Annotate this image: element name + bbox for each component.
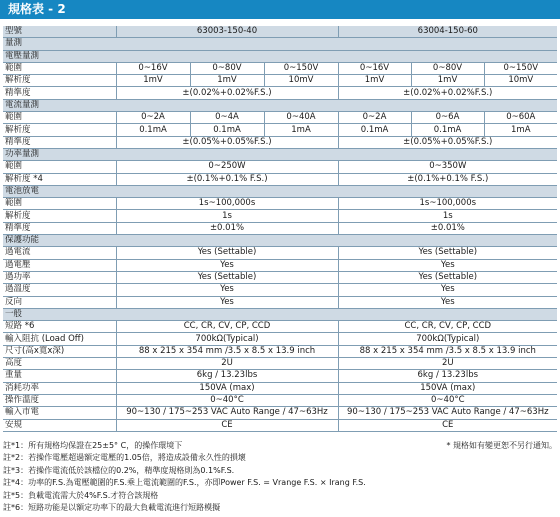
- spec-row: [3, 75, 557, 87]
- spec-row: [3, 136, 557, 148]
- spec-label: 輸入阻抗 (Load Off): [3, 333, 116, 345]
- spec-value: 150VA (max): [116, 382, 338, 394]
- spec-value: 0~80V: [190, 62, 264, 74]
- spec-row: [3, 161, 557, 173]
- spec-value: Yes (Settable): [338, 271, 557, 283]
- spec-value: 0~150V: [484, 62, 557, 74]
- spec-value: Yes: [116, 296, 338, 308]
- spec-label: 過溫度: [3, 284, 116, 296]
- spec-label: 短路 *6: [3, 321, 116, 333]
- spec-value: 700kΩ(Typical): [116, 333, 338, 345]
- spec-value: 1mA: [264, 124, 338, 136]
- spec-value: 1s~100,000s: [338, 198, 557, 210]
- spec-row: [3, 124, 557, 136]
- spec-value: Yes: [338, 284, 557, 296]
- spec-value: 1mV: [190, 75, 264, 87]
- spec-label: 安規: [3, 419, 116, 431]
- spec-row: [3, 87, 557, 99]
- spec-label: 反向: [3, 296, 116, 308]
- spec-value: 0~40°C: [338, 394, 557, 406]
- section-row: [3, 235, 557, 247]
- spec-row: [3, 210, 557, 222]
- spec-value: 6kg / 13.23lbs: [116, 370, 338, 382]
- spec-value: 0~2A: [116, 112, 190, 124]
- spec-label: 精準度: [3, 87, 116, 99]
- spec-value: ±(0.05%+0.05%F.S.): [116, 136, 338, 148]
- spec-value: CE: [338, 419, 557, 431]
- model-2-header: 63004-150-60: [338, 26, 557, 38]
- spec-value: 88 x 215 x 354 mm /3.5 x 8.5 x 13.9 inch: [116, 345, 338, 357]
- spec-label: 重量: [3, 370, 116, 382]
- spec-value: 6kg / 13.23lbs: [338, 370, 557, 382]
- spec-row: [3, 333, 557, 345]
- spec-value: CC, CR, CV, CP, CCD: [116, 321, 338, 333]
- spec-value: 2U: [116, 358, 338, 370]
- spec-label: 精準度: [3, 222, 116, 234]
- spec-value: 1mV: [411, 75, 484, 87]
- spec-value: ±(0.02%+0.02%F.S.): [338, 87, 557, 99]
- spec-row: [3, 394, 557, 406]
- spec-value: Yes: [116, 259, 338, 271]
- spec-label: 尺寸(高x寬x深): [3, 345, 116, 357]
- spec-row: [3, 370, 557, 382]
- spec-value: 0~16V: [338, 62, 411, 74]
- spec-label: 消耗功率: [3, 382, 116, 394]
- spec-value: 0.1mA: [190, 124, 264, 136]
- spec-label: 輸入市電: [3, 407, 116, 419]
- spec-value: ±0.01%: [338, 222, 557, 234]
- spec-value: 2U: [338, 358, 557, 370]
- spec-value: ±(0.02%+0.02%F.S.): [116, 87, 338, 99]
- spec-value: 0.1mA: [411, 124, 484, 136]
- footnote: 註*1：所有規格均保證在25±5° C，的操作環境下: [3, 441, 183, 450]
- spec-value: Yes: [116, 284, 338, 296]
- spec-value: 0~350W: [338, 161, 557, 173]
- spec-value: 1mV: [338, 75, 411, 87]
- section-label: 功率量測: [3, 148, 557, 160]
- spec-value: 0~80V: [411, 62, 484, 74]
- footnote: 註*2：若操作電壓超過額定電壓的1.05倍，將造成設備永久性的損壞: [3, 453, 246, 463]
- spec-row: [3, 271, 557, 283]
- spec-row: [3, 259, 557, 271]
- spec-label: 範圍: [3, 161, 116, 173]
- spec-value: ±0.01%: [116, 222, 338, 234]
- spec-label: 解析度: [3, 124, 116, 136]
- spec-value: 0~16V: [116, 62, 190, 74]
- section-row: [3, 308, 557, 320]
- spec-label: 過功率: [3, 271, 116, 283]
- spec-label: 範圍: [3, 62, 116, 74]
- spec-value: Yes: [338, 259, 557, 271]
- spec-label: 範圍: [3, 112, 116, 124]
- spec-row: [3, 407, 557, 419]
- spec-value: 0~60A: [484, 112, 557, 124]
- spec-row: [3, 296, 557, 308]
- spec-label: 操作溫度: [3, 394, 116, 406]
- spec-row: [3, 358, 557, 370]
- spec-row: [3, 419, 557, 431]
- section-label: 電流量測: [3, 99, 557, 111]
- section-row: [3, 99, 557, 111]
- section-label: 保護功能: [3, 235, 557, 247]
- section-label: 電壓量測: [3, 50, 557, 62]
- spec-value: CC, CR, CV, CP, CCD: [338, 321, 557, 333]
- spec-value: ±(0.05%+0.05%F.S.): [338, 136, 557, 148]
- spec-value: 700kΩ(Typical): [338, 333, 557, 345]
- section-row: [3, 38, 557, 50]
- spec-row: [3, 382, 557, 394]
- spec-row: [3, 198, 557, 210]
- header-label: 型號: [3, 26, 116, 38]
- spec-row: [3, 62, 557, 74]
- spec-value: ±(0.1%+0.1% F.S.): [116, 173, 338, 185]
- spec-value: Yes (Settable): [116, 271, 338, 283]
- section-label: 電池放電: [3, 185, 557, 197]
- section-row: [3, 148, 557, 160]
- spec-value: 1s: [338, 210, 557, 222]
- spec-value: 0~40°C: [116, 394, 338, 406]
- header-row: [3, 26, 557, 38]
- footnote: 註*4：功率的F.S.為電壓範圍的F.S.乘上電流範圍的F.S.，亦即Power F.S. = Vrange F.S. × Irang F.S.: [3, 478, 366, 488]
- spec-value: 1s~100,000s: [116, 198, 338, 210]
- spec-label: 過電流: [3, 247, 116, 259]
- spec-value: Yes: [338, 296, 557, 308]
- spec-value: 150VA (max): [338, 382, 557, 394]
- spec-row: [3, 173, 557, 185]
- spec-value: 0~40A: [264, 112, 338, 124]
- spec-value: 0~250W: [116, 161, 338, 173]
- spec-value: CE: [116, 419, 338, 431]
- footnote: 註*5：負載電流需大於4%F.S.才符合該規格: [3, 490, 159, 500]
- spec-value: 0.1mA: [338, 124, 411, 136]
- spec-row: [3, 247, 557, 259]
- spec-label: 範圍: [3, 198, 116, 210]
- footnote: 註*6：短路功能是以額定功率下的最大負載電流進行短路模擬: [3, 503, 221, 513]
- spec-label: 高度: [3, 358, 116, 370]
- spec-label: 過電壓: [3, 259, 116, 271]
- change-notice: * 規格如有變更恕不另行通知。: [446, 441, 557, 450]
- spec-row: [3, 222, 557, 234]
- section-row: [3, 185, 557, 197]
- spec-label: 解析度: [3, 210, 116, 222]
- spec-value: 0~6A: [411, 112, 484, 124]
- spec-value: ±(0.1%+0.1% F.S.): [338, 173, 557, 185]
- spec-label: 精準度: [3, 136, 116, 148]
- spec-table: [3, 26, 557, 432]
- spec-label: 解析度 *4: [3, 173, 116, 185]
- spec-row: [3, 345, 557, 357]
- spec-row: [3, 284, 557, 296]
- section-row: [3, 50, 557, 62]
- spec-value: 1mV: [116, 75, 190, 87]
- spec-value: 0~4A: [190, 112, 264, 124]
- spec-value: 0.1mA: [116, 124, 190, 136]
- section-label: 量測: [3, 38, 557, 50]
- spec-value: 0~2A: [338, 112, 411, 124]
- spec-row: [3, 112, 557, 124]
- spec-value: 88 x 215 x 354 mm /3.5 x 8.5 x 13.9 inch: [338, 345, 557, 357]
- spec-row: [3, 321, 557, 333]
- spec-value: 1s: [116, 210, 338, 222]
- spec-value: 1mA: [484, 124, 557, 136]
- spec-value: 0~150V: [264, 62, 338, 74]
- footnote: 註*3：若操作電流低於該檔位的0.2%，精準度規格則為0.1%F.S.: [3, 465, 235, 475]
- footnotes: [3, 440, 557, 514]
- spec-value: Yes (Settable): [116, 247, 338, 259]
- spec-value: 90~130 / 175~253 VAC Auto Range / 47~63Hz: [338, 407, 557, 419]
- spec-value: 10mV: [264, 75, 338, 87]
- spec-value: 10mV: [484, 75, 557, 87]
- spec-value: Yes (Settable): [338, 247, 557, 259]
- spec-value: 90~130 / 175~253 VAC Auto Range / 47~63Hz: [116, 407, 338, 419]
- page-title: 規格表 - 2: [0, 0, 560, 19]
- spec-label: 解析度: [3, 75, 116, 87]
- section-label: 一般: [3, 308, 557, 320]
- model-1-header: 63003-150-40: [116, 26, 338, 38]
